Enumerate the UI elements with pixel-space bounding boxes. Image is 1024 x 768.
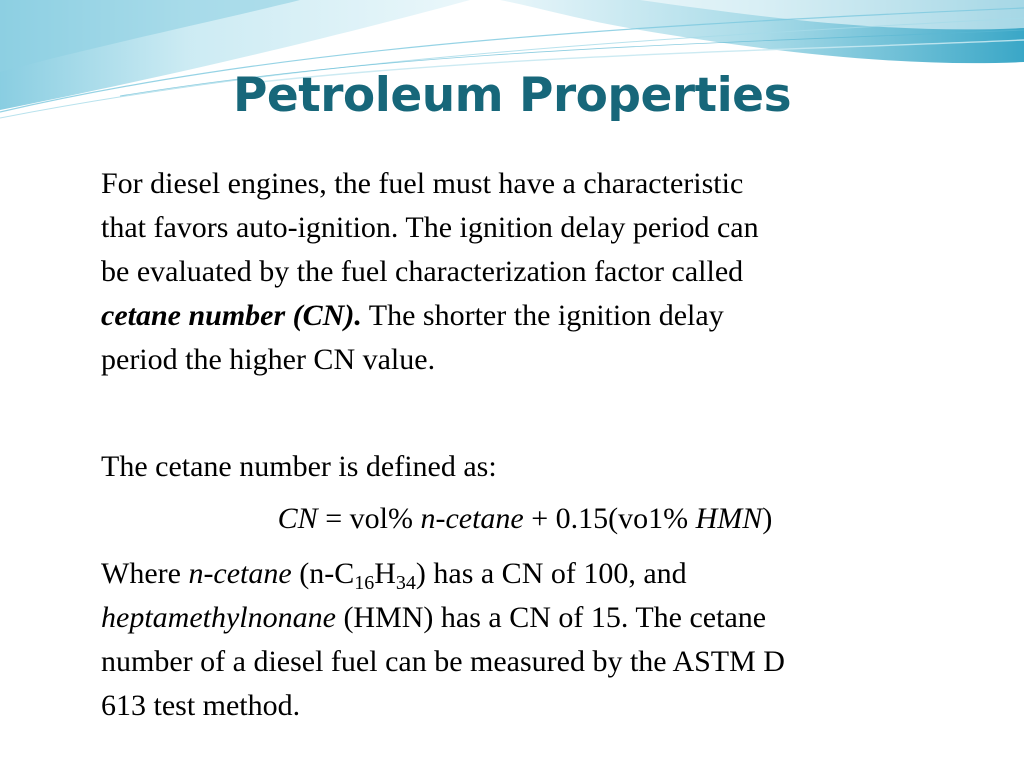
formula-cn: CN — [277, 502, 318, 535]
n-cetane-term: n-cetane — [188, 557, 292, 590]
paragraph-line: 613 test method. — [101, 689, 301, 722]
definition-intro: The cetane number is defined as: — [101, 450, 497, 483]
formula-text: = vol% — [317, 502, 421, 535]
formula-text: + 0.15(vo1% — [523, 502, 696, 535]
cetane-number-term: cetane number (CN). — [101, 299, 362, 332]
paragraph-line: For diesel engines, the fuel must have a characteristic — [101, 167, 744, 200]
paragraph-diesel-fuel — [101, 162, 961, 382]
hmn-term: heptamethylnonane — [101, 601, 336, 634]
formula-hmn: HMN — [695, 502, 763, 535]
paragraph-line — [101, 294, 961, 338]
paragraph-text: ) has a CN of 100, and — [415, 557, 687, 590]
paragraph-text: The shorter the ignition delay — [361, 299, 724, 332]
paragraph-text: Where — [101, 557, 189, 590]
paragraph-line — [101, 552, 961, 596]
paragraph-text: H — [374, 557, 396, 590]
formula-n-cetane: n-cetane — [420, 502, 524, 535]
paragraph-text: (HMN) has a CN of 15. The cetane — [335, 601, 767, 634]
paragraph-line — [101, 596, 961, 640]
slide-title: Petroleum Properties — [232, 68, 792, 123]
paragraph-line: period the higher CN value. — [101, 343, 436, 376]
paragraph-where — [101, 552, 961, 728]
paragraph-line: number of a diesel fuel can be measured by the ASTM D — [101, 645, 785, 678]
subscript-34: 34 — [395, 572, 416, 594]
subscript-16: 16 — [354, 572, 375, 594]
formula-text: ) — [762, 502, 773, 535]
paragraph-line: that favors auto-ignition. The ignition delay period can — [101, 211, 759, 244]
paragraph-text: (n-C — [291, 557, 355, 590]
paragraph-line: be evaluated by the fuel characterization factor called — [101, 255, 744, 288]
cetane-formula — [0, 497, 1024, 541]
